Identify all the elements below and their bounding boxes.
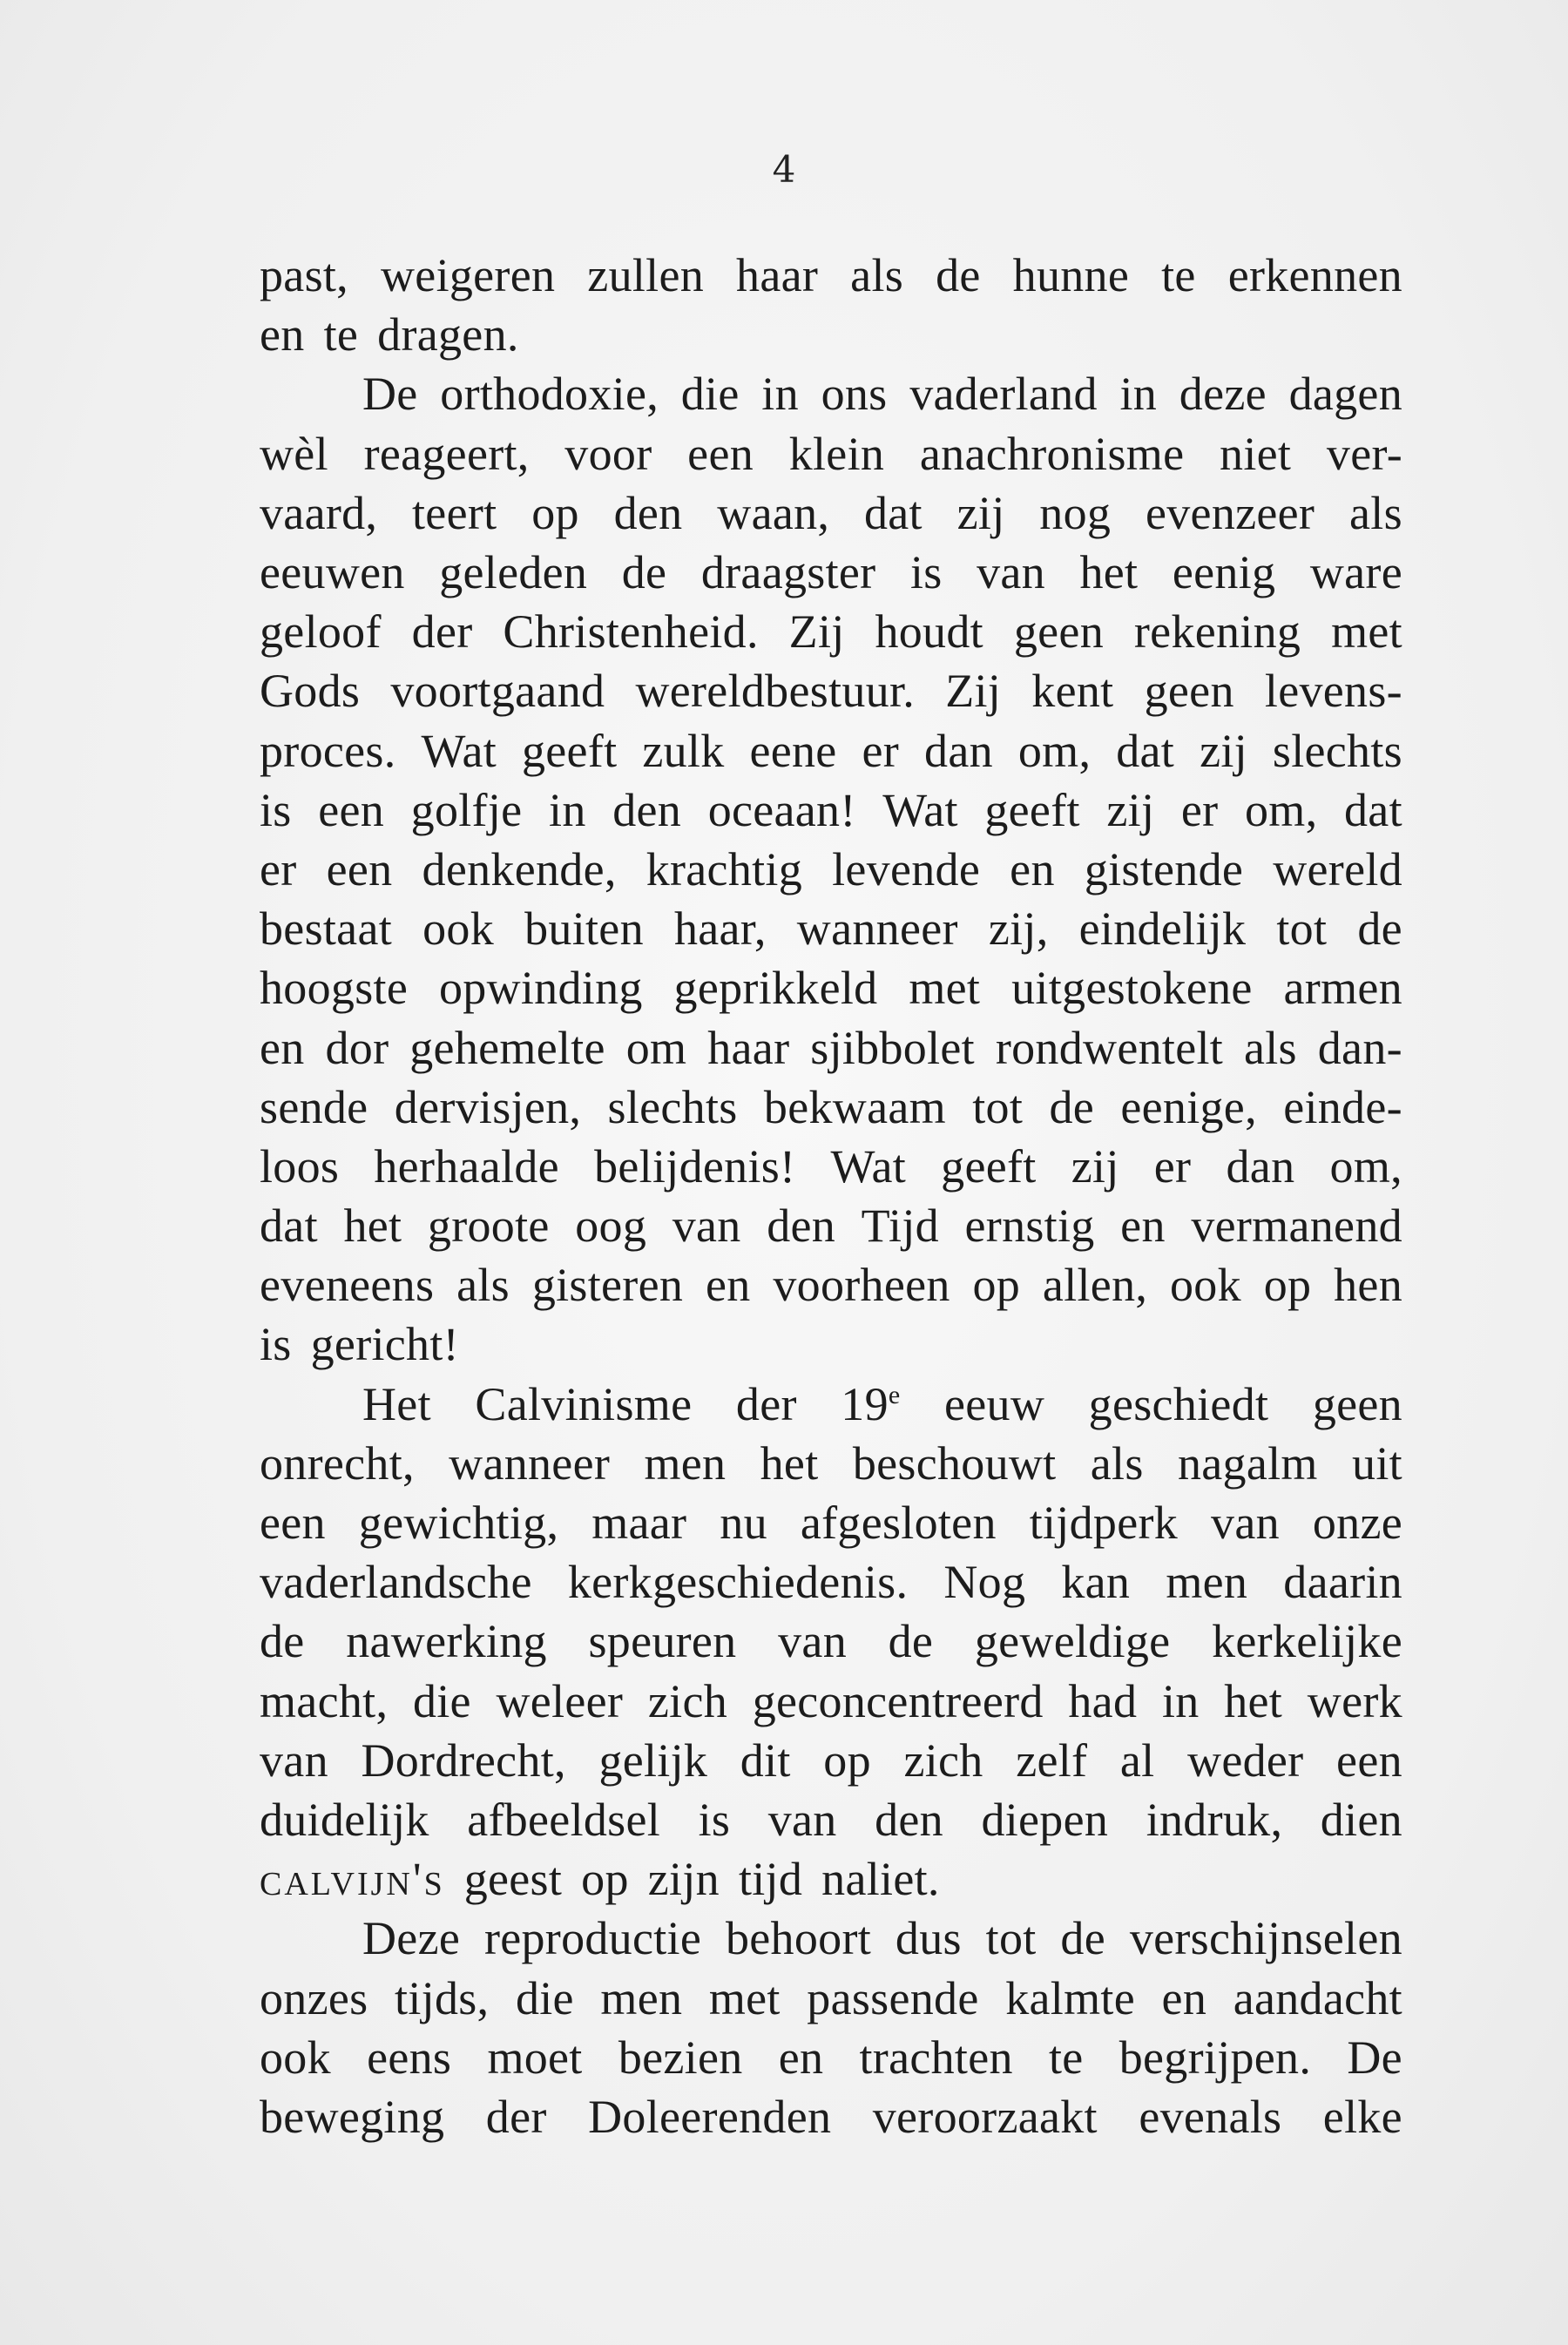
- word: gewichtig,: [358, 1497, 559, 1550]
- word: en: [1120, 1200, 1166, 1253]
- word: haar,: [673, 902, 767, 956]
- text-line: [260, 1375, 1402, 1434]
- word: Doleerenden: [588, 2090, 832, 2143]
- word: wanneer: [449, 1436, 611, 1490]
- word: bekwaam: [763, 1080, 946, 1133]
- word: als: [1090, 1436, 1144, 1490]
- word: dan-: [1317, 1021, 1402, 1074]
- word: in: [761, 368, 799, 421]
- word: is: [698, 1793, 731, 1846]
- word: te: [1048, 2031, 1084, 2084]
- word: als: [850, 249, 904, 302]
- word: den: [875, 1793, 943, 1846]
- word: de: [888, 1615, 934, 1668]
- word: de: [621, 546, 667, 599]
- word: zullen: [587, 249, 705, 302]
- word: begrijpen.: [1119, 2031, 1312, 2084]
- text-line: [260, 1078, 1402, 1137]
- word: De: [362, 368, 418, 421]
- word: denkende,: [422, 842, 617, 895]
- word: een: [260, 1497, 326, 1550]
- word: eveneens: [260, 1259, 435, 1312]
- word: wanneer: [796, 902, 958, 956]
- word: rekening: [1133, 605, 1301, 659]
- word: het: [1079, 546, 1139, 599]
- word: ook: [422, 902, 495, 956]
- word: dan: [1226, 1139, 1295, 1193]
- word: en: [1161, 1971, 1207, 2024]
- text-line: [260, 2087, 1402, 2146]
- word: indruk,: [1146, 1793, 1283, 1846]
- word: op: [581, 1853, 629, 1906]
- word: uit: [1352, 1436, 1402, 1490]
- word: het: [1224, 1674, 1283, 1727]
- word: belijdenis!: [594, 1139, 796, 1193]
- text-line: [260, 1849, 1402, 1909]
- word: reproductie: [483, 1912, 702, 1965]
- word: kerkelijke: [1212, 1615, 1402, 1668]
- word: een: [318, 783, 385, 836]
- text-line: [260, 1255, 1402, 1314]
- word: geeft: [941, 1139, 1037, 1193]
- word: trachten: [859, 2031, 1013, 2084]
- word: men: [1166, 1556, 1248, 1609]
- word: daarin: [1283, 1556, 1402, 1609]
- word: den: [613, 486, 683, 539]
- word: nagalm: [1177, 1436, 1318, 1490]
- word: de: [1060, 1912, 1105, 1965]
- text-line: [260, 424, 1402, 483]
- text-line: [260, 305, 1402, 364]
- word: dat: [1344, 783, 1402, 836]
- word: aandacht: [1233, 1971, 1402, 2024]
- word: om: [625, 1021, 687, 1074]
- text-line: [260, 840, 1402, 899]
- text-line: [260, 1434, 1402, 1493]
- text-line: [260, 958, 1402, 1017]
- word: die: [680, 368, 740, 421]
- word: past,: [260, 249, 348, 302]
- word: dat: [260, 1200, 318, 1253]
- word: er: [260, 842, 297, 895]
- word: allen,: [1042, 1259, 1148, 1312]
- word: zulk: [642, 724, 725, 777]
- word: eeuwen: [260, 546, 405, 599]
- word: oceaan!: [707, 783, 856, 836]
- word: eens: [367, 2031, 452, 2084]
- word: zij: [1071, 1139, 1119, 1193]
- word: Tijd: [861, 1200, 939, 1253]
- word: der: [485, 2090, 547, 2143]
- word: om,: [1245, 783, 1318, 836]
- word: geen: [1013, 605, 1104, 659]
- word: onze: [1312, 1497, 1402, 1550]
- word: en: [778, 2031, 824, 2084]
- word: voor: [564, 427, 652, 480]
- word: groote: [427, 1200, 550, 1253]
- word: macht,: [260, 1674, 389, 1727]
- word: nawerking: [346, 1615, 547, 1668]
- word: loos: [260, 1139, 340, 1193]
- word: sjibbolet: [810, 1021, 975, 1074]
- word: Deze: [362, 1912, 461, 1965]
- word: eene: [749, 724, 837, 777]
- word: tijdperk: [1029, 1497, 1179, 1550]
- word: al: [1119, 1733, 1155, 1787]
- word: zelf: [1016, 1733, 1088, 1787]
- word: vaderlandsche: [260, 1556, 532, 1609]
- word: golfje: [410, 783, 523, 836]
- word: er: [1153, 1139, 1192, 1193]
- word: dan: [924, 724, 993, 777]
- text-line: [260, 1672, 1402, 1731]
- word: tijd: [738, 1853, 803, 1906]
- word: van: [767, 1793, 837, 1846]
- word: in: [1161, 1674, 1200, 1727]
- word: als: [456, 1259, 510, 1312]
- word: geleden: [439, 546, 588, 599]
- word: naliet.: [821, 1853, 940, 1906]
- word: eenig: [1172, 546, 1276, 599]
- word: De: [1347, 2031, 1402, 2084]
- word: eenige,: [1120, 1080, 1257, 1133]
- word: ernstig: [964, 1200, 1095, 1253]
- word: dat: [1116, 724, 1175, 777]
- word: tot: [1276, 902, 1328, 956]
- word: elke: [1322, 2090, 1402, 2143]
- word: dragen.: [377, 308, 519, 362]
- word: reageert,: [363, 427, 530, 480]
- word: proces.: [260, 724, 396, 777]
- word: hunne: [1012, 249, 1130, 302]
- word: de: [260, 1615, 305, 1668]
- word: met: [708, 1971, 781, 2024]
- word: Christenheid.: [503, 605, 759, 659]
- word: ver-: [1326, 427, 1402, 480]
- word: de: [1049, 1080, 1095, 1133]
- word: geeft: [984, 783, 1080, 836]
- word: erkennen: [1227, 249, 1402, 302]
- word: oog: [575, 1200, 647, 1253]
- word: het: [343, 1200, 402, 1253]
- word: geeft: [521, 724, 618, 777]
- word: in: [549, 783, 586, 836]
- word: kalmte: [1005, 1971, 1135, 2024]
- text-line: [260, 1909, 1402, 1968]
- word: weigeren: [381, 249, 556, 302]
- word: men: [644, 1436, 727, 1490]
- word: wereld: [1273, 842, 1402, 895]
- word: buiten: [524, 902, 644, 956]
- word: van: [260, 1733, 328, 1787]
- word: is: [909, 546, 943, 599]
- word: onrecht,: [260, 1436, 415, 1490]
- word: tijds,: [395, 1971, 490, 2024]
- word: op: [531, 486, 579, 539]
- text-line: [260, 364, 1402, 423]
- word: den: [767, 1200, 836, 1253]
- word: dien: [1320, 1793, 1402, 1846]
- text-line: [260, 721, 1402, 781]
- word: bestaat: [260, 902, 393, 956]
- text-line: [260, 1731, 1402, 1790]
- text-line: [260, 899, 1402, 958]
- word: dat: [863, 486, 923, 539]
- word: vermanend: [1191, 1200, 1402, 1253]
- word: waan,: [717, 486, 830, 539]
- word: vaderland: [909, 368, 1098, 421]
- word: onzes: [260, 1971, 368, 2024]
- word: wèl: [260, 427, 328, 480]
- word: ook: [1169, 1259, 1241, 1312]
- word: hoogste: [260, 962, 409, 1015]
- word: die: [515, 1971, 574, 2024]
- word: beschouwt: [852, 1436, 1057, 1490]
- word: geen: [1144, 665, 1234, 718]
- word: op: [823, 1733, 871, 1787]
- word: dervisjen,: [394, 1080, 582, 1133]
- word: in: [1119, 368, 1158, 421]
- text-line: [260, 781, 1402, 840]
- word: geloof: [260, 605, 382, 659]
- word: en: [260, 1021, 305, 1074]
- word: opwinding: [438, 962, 643, 1015]
- text-line: [260, 1968, 1402, 2027]
- word: rondwentelt: [995, 1021, 1224, 1074]
- word: behoort: [725, 1912, 872, 1965]
- word: der: [735, 1377, 797, 1430]
- word: duidelijk: [260, 1793, 429, 1846]
- word: om,: [1329, 1139, 1402, 1193]
- word: armen: [1283, 962, 1402, 1015]
- word: evenzeer: [1145, 486, 1315, 539]
- word: zij,: [988, 902, 1049, 956]
- word: calvijn's: [260, 1853, 445, 1906]
- word: weleer: [496, 1674, 624, 1727]
- word: en: [260, 308, 305, 362]
- word: wereldbestuur.: [635, 665, 916, 718]
- text-line: [260, 1017, 1402, 1077]
- word: kerkgeschiedenis.: [567, 1556, 909, 1609]
- word: Wat: [882, 783, 958, 836]
- word: gericht!: [310, 1318, 459, 1371]
- word: gelijk: [598, 1733, 708, 1787]
- word: geprikkeld: [673, 962, 878, 1015]
- word: van: [672, 1200, 741, 1253]
- word: herhaalde: [374, 1139, 559, 1193]
- word: den: [612, 783, 682, 836]
- text-line: [260, 246, 1402, 305]
- word: evenals: [1139, 2090, 1282, 2143]
- word: men: [600, 1971, 683, 2024]
- word: is: [260, 1318, 292, 1371]
- word: tot: [972, 1080, 1024, 1133]
- word: gehemelte: [409, 1021, 605, 1074]
- word: op: [972, 1259, 1021, 1312]
- word: nog: [1039, 486, 1112, 539]
- text-line: [260, 1552, 1402, 1612]
- word: gisteren: [531, 1259, 684, 1312]
- word: te: [323, 308, 359, 362]
- word: werk: [1307, 1674, 1402, 1727]
- word: maar: [591, 1497, 687, 1550]
- word: weder: [1187, 1733, 1304, 1787]
- word: er: [1180, 783, 1219, 836]
- word: geweldige: [974, 1615, 1171, 1668]
- word: dus: [895, 1912, 962, 1965]
- word: nu: [720, 1497, 767, 1550]
- text-line: [260, 483, 1402, 543]
- word: geen: [1312, 1377, 1402, 1430]
- text-line: [260, 602, 1402, 661]
- word: deze: [1179, 368, 1267, 421]
- word: Nog: [943, 1556, 1026, 1609]
- word: moet: [487, 2031, 583, 2084]
- word: Wat: [830, 1139, 907, 1193]
- word: de: [1357, 902, 1402, 956]
- word: veroorzaakt: [872, 2090, 1098, 2143]
- text-line: [260, 543, 1402, 602]
- word: dagen: [1288, 368, 1402, 421]
- word: ons: [821, 368, 888, 421]
- word: geconcentreerd: [752, 1674, 1044, 1727]
- body-text: [260, 246, 1402, 2146]
- word: om,: [1017, 724, 1092, 777]
- word: slechts: [607, 1080, 738, 1133]
- word: gistende: [1084, 842, 1244, 895]
- word: eeuw: [944, 1377, 1045, 1430]
- word: einde-: [1283, 1080, 1402, 1133]
- word: met: [1331, 605, 1402, 659]
- word: diepen: [981, 1793, 1109, 1846]
- word: hen: [1334, 1259, 1402, 1312]
- word: Dordrecht,: [361, 1733, 566, 1787]
- word: orthodoxie,: [440, 368, 659, 421]
- word: Calvinisme: [475, 1377, 693, 1430]
- word: afgesloten: [800, 1497, 997, 1550]
- word: van: [778, 1615, 847, 1668]
- text-line: [260, 1790, 1402, 1849]
- word: haar: [707, 1021, 790, 1074]
- word: Wat: [421, 724, 497, 777]
- word: levende: [832, 842, 981, 895]
- word: kent: [1031, 665, 1114, 718]
- word: op: [1263, 1259, 1312, 1312]
- word: eindelijk: [1078, 902, 1247, 956]
- word: als: [1243, 1021, 1297, 1074]
- word: Het: [362, 1377, 431, 1430]
- text-line: [260, 1137, 1402, 1196]
- word: er: [862, 724, 900, 777]
- text-line: [260, 1196, 1402, 1255]
- word: niet: [1220, 427, 1292, 480]
- word: slechts: [1272, 724, 1402, 777]
- word: verschijnselen: [1129, 1912, 1402, 1965]
- word: zij: [956, 486, 1005, 539]
- word: een: [326, 842, 393, 895]
- word: afbeeldsel: [467, 1793, 661, 1846]
- word: klein: [788, 427, 885, 480]
- word: zij: [1200, 724, 1247, 777]
- word: had: [1068, 1674, 1138, 1727]
- word: dor: [325, 1021, 389, 1074]
- word: te: [1161, 249, 1196, 302]
- text-line: [260, 1493, 1402, 1552]
- word: passende: [807, 1971, 979, 2024]
- word: Gods: [260, 665, 361, 718]
- word: teert: [412, 486, 497, 539]
- text-line: [260, 661, 1402, 720]
- word: als: [1349, 486, 1402, 539]
- word: haar: [736, 249, 819, 302]
- word: van: [977, 546, 1045, 599]
- word: tot: [985, 1912, 1037, 1965]
- word: zijn: [647, 1853, 720, 1906]
- word: voortgaand: [390, 665, 605, 718]
- word: en: [705, 1259, 751, 1312]
- word: van: [1211, 1497, 1280, 1550]
- word: een: [1336, 1733, 1402, 1787]
- word: kan: [1061, 1556, 1131, 1609]
- word: houdt: [875, 605, 983, 659]
- word: die: [412, 1674, 471, 1727]
- page-number: 4: [772, 148, 796, 191]
- word: zich: [903, 1733, 983, 1787]
- word: een: [687, 427, 754, 480]
- word: het: [760, 1436, 819, 1490]
- word: is: [260, 783, 292, 836]
- word: geschiedt: [1088, 1377, 1269, 1430]
- word: en: [1010, 842, 1055, 895]
- word: Zij: [788, 605, 845, 659]
- word: anachronisme: [919, 427, 1185, 480]
- word: voorheen: [773, 1259, 950, 1312]
- word: dit: [740, 1733, 791, 1787]
- text-line: [260, 2028, 1402, 2087]
- word: speuren: [588, 1615, 737, 1668]
- word: de: [936, 249, 981, 302]
- word: zij: [1106, 783, 1155, 836]
- word: uitgestokene: [1011, 962, 1253, 1015]
- word: krachtig: [645, 842, 803, 895]
- word: beweging: [260, 2090, 445, 2143]
- word: ware: [1309, 546, 1402, 599]
- word: zich: [647, 1674, 728, 1727]
- word: geest: [463, 1853, 563, 1906]
- text-line: [260, 1314, 1402, 1374]
- word: met: [909, 962, 981, 1015]
- word: draagster: [700, 546, 876, 599]
- word: vaard,: [260, 486, 378, 539]
- word: sende: [260, 1080, 368, 1133]
- word: levens-: [1264, 665, 1402, 718]
- word: ook: [260, 2031, 331, 2084]
- text-line: [260, 1612, 1402, 1671]
- word: 19e: [841, 1377, 901, 1430]
- word: der: [411, 605, 473, 659]
- word: Zij: [945, 665, 1002, 718]
- word: bezien: [618, 2031, 743, 2084]
